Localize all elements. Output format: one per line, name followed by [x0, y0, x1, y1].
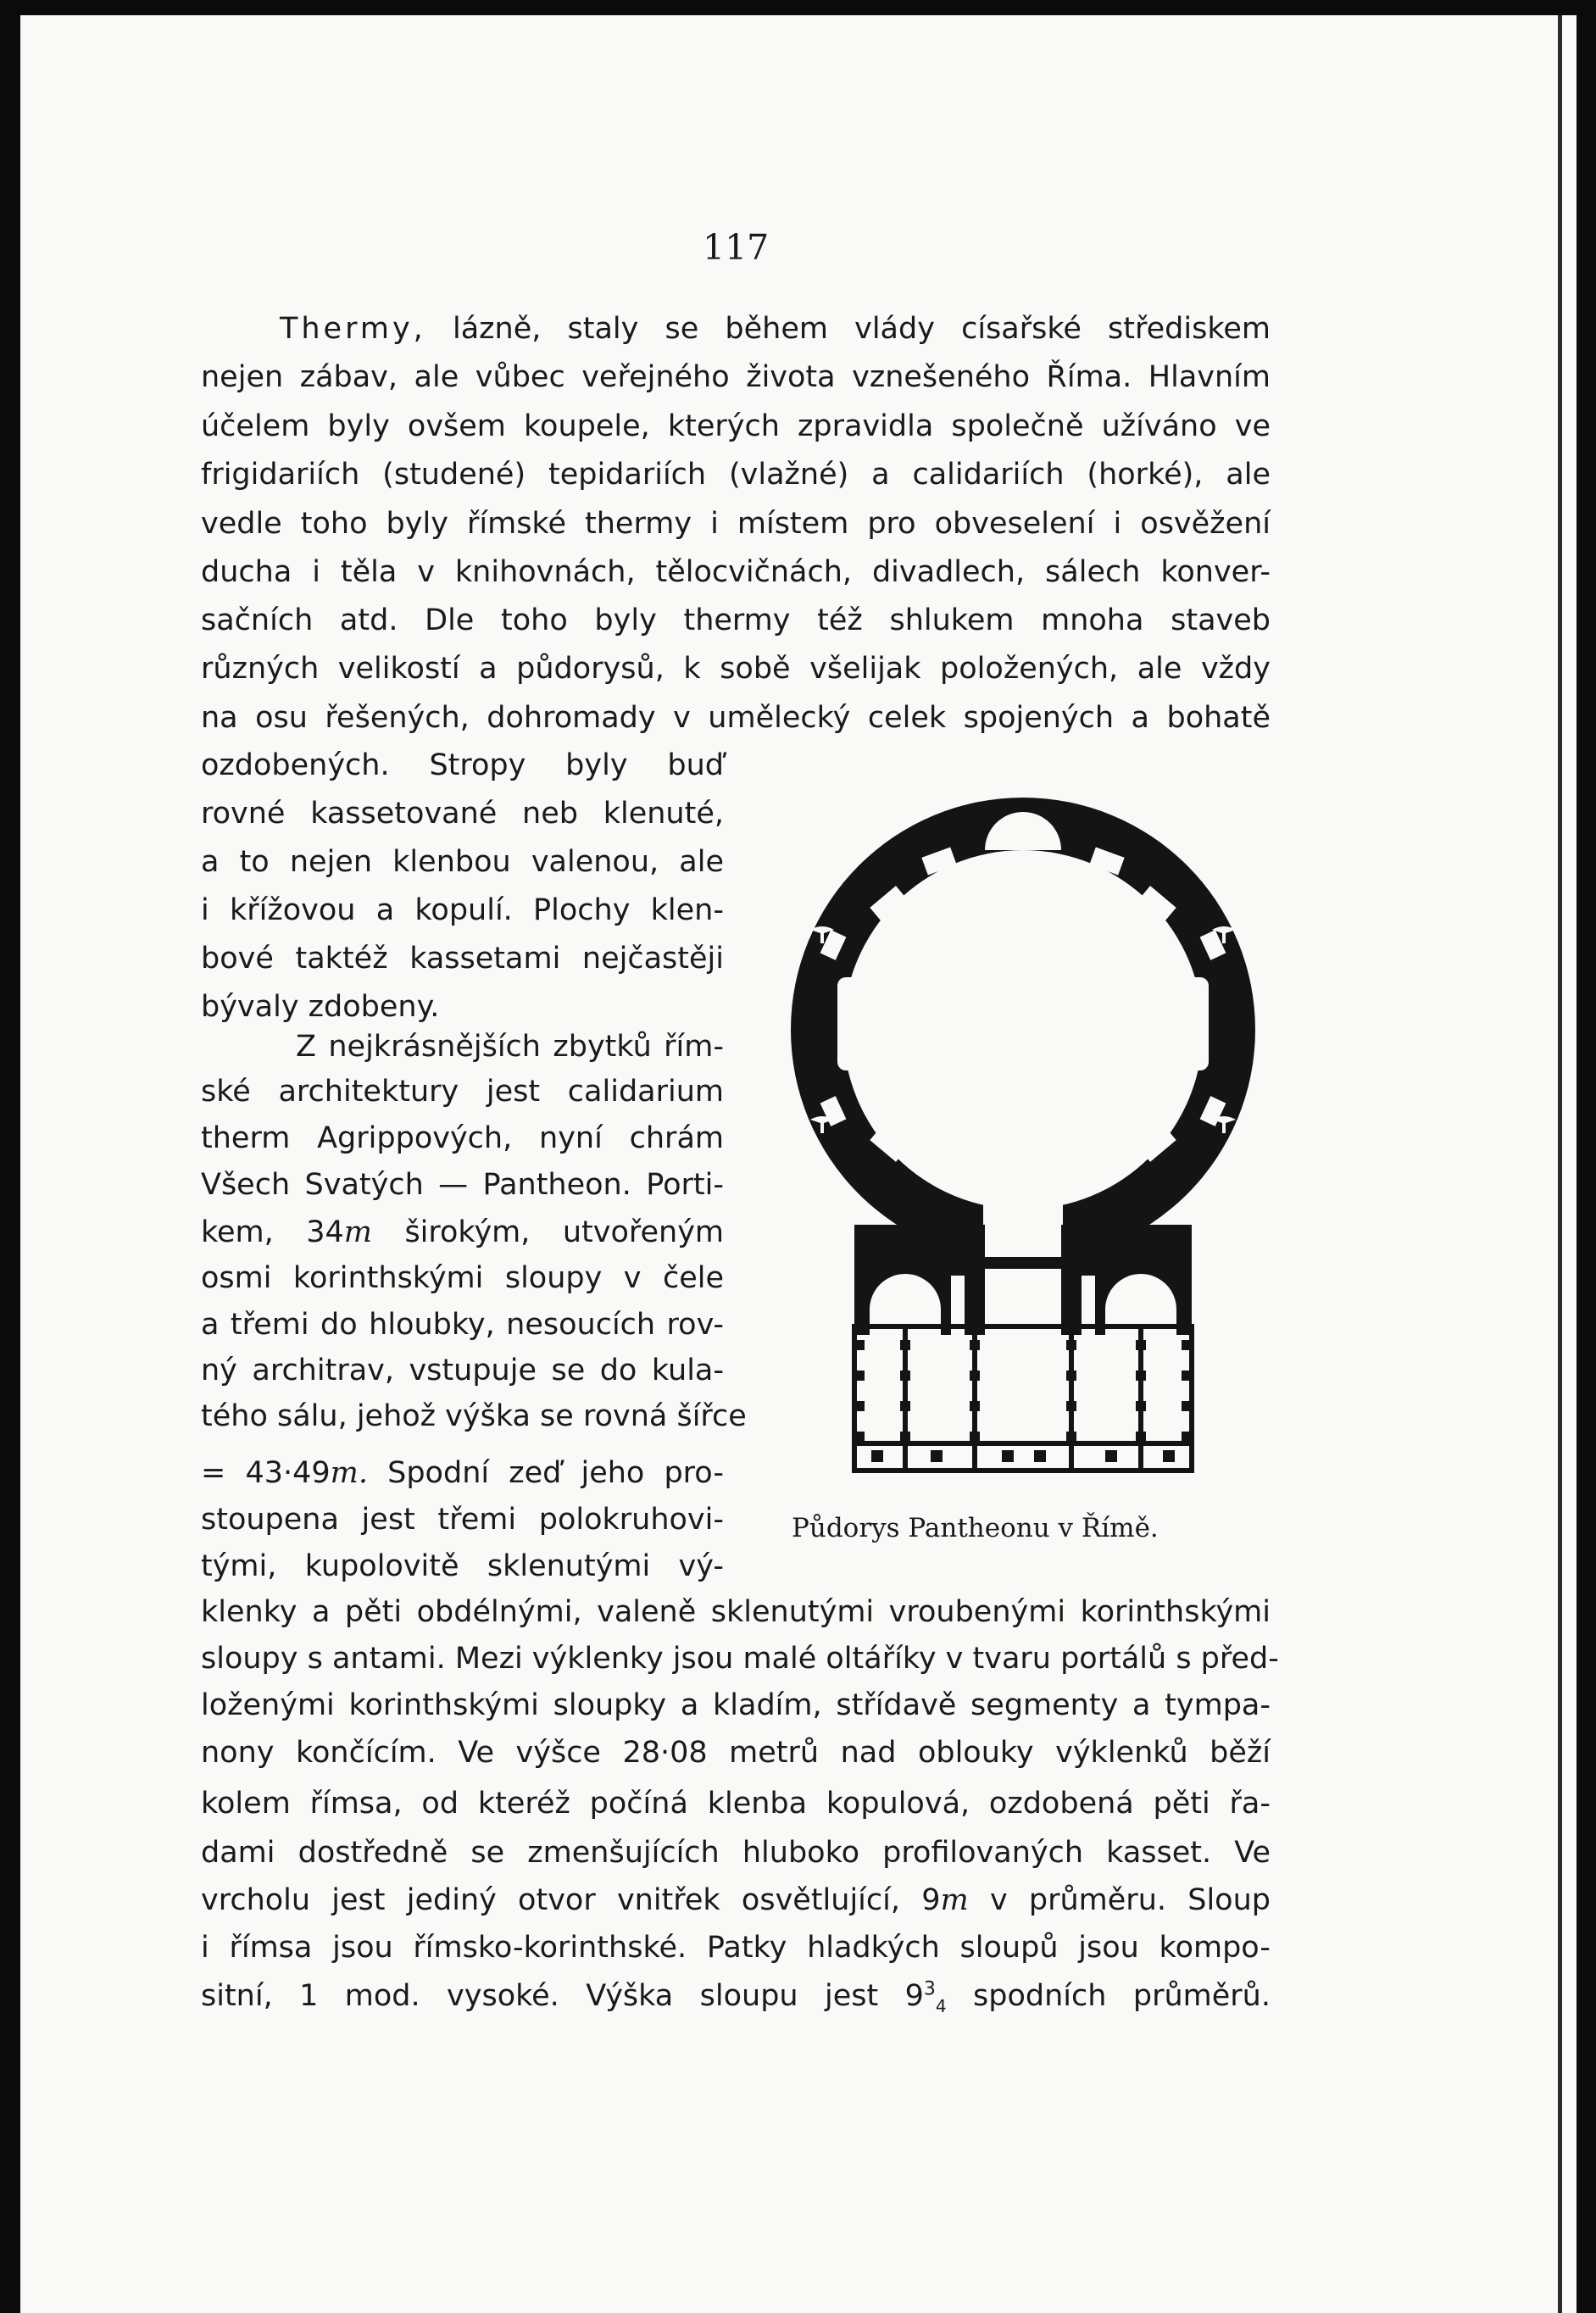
text-span: sitní, 1 mod. vysoké. Výška sloupu jest 9: [201, 1979, 924, 2013]
text-line: bývaly zdobeny.: [201, 990, 440, 1024]
text-line: ducha i těla v knihovnách, tělocvičnách, divadlech, sálech konver-: [201, 555, 1271, 589]
fraction-numerator: 3: [923, 1978, 936, 2000]
text-line: sloupy s antami. Mezi výklenky jsou malé oltáříky v tvaru portálů s před-: [201, 1642, 1279, 1676]
scan-frame-left: [0, 0, 20, 2313]
text-line: stoupena jest třemi polokruhovi-: [201, 1503, 724, 1537]
text-line: klenky a pěti obdélnými, valeně sklenutými vroubenými korinthskými: [201, 1595, 1271, 1629]
page-number: 117: [703, 227, 770, 268]
text-line: nejen zábav, ale vůbec veřejného života vznešeného Říma. Hlavním: [201, 360, 1271, 394]
text-line: tými, kupolovitě sklenutými vý-: [201, 1549, 724, 1583]
text-line: loženými korinthskými sloupky a kladím, střídavě segmenty a tympa-: [201, 1688, 1271, 1722]
scan-frame-edge: [1558, 15, 1562, 2313]
text-line: na osu řešených, dohromady v umělecký celek spojených a bohatě: [201, 701, 1271, 735]
text-line: sačních atd. Dle toho byly thermy též shlukem mnoha staveb: [201, 603, 1271, 637]
text-span: v průměru. Sloup: [989, 1883, 1271, 1917]
text-line: a třemi do hloubky, nesoucích rov-: [201, 1308, 724, 1342]
text-line: bové taktéž kassetami nejčastěji: [201, 942, 724, 976]
text-span: Spodní zeď jeho pro-: [387, 1456, 724, 1490]
text-line: [201, 1879, 1271, 1921]
text-line: různých velikostí a půdorysů, k sobě všelijak položených, ale vždy: [201, 652, 1271, 686]
text-span: spodních průměrů.: [973, 1979, 1271, 2013]
text-line: [201, 1211, 724, 1254]
text-line: i římsa jsou římsko-korinthské. Patky hladkých sloupů jsou kompo-: [201, 1931, 1271, 1965]
measure-unit: m.: [330, 1456, 368, 1490]
text-line: rovné kassetované neb klenuté,: [201, 797, 724, 831]
measure-value: = 43·49: [201, 1456, 331, 1490]
text-line: [201, 1975, 1271, 2017]
text-line: dami dostředně se zmenšujících hluboko profilovaných kasset. Ve: [201, 1836, 1271, 1870]
text-line: a to nejen klenbou valenou, ale: [201, 845, 724, 879]
text-line: frigidariích (studené) tepidariích (vlažné) a calidariích (horké), ale: [201, 458, 1271, 492]
measure-unit: m: [343, 1215, 372, 1249]
text-line: therm Agrippových, nyní chrám: [201, 1121, 724, 1155]
scan-frame-top: [0, 0, 1596, 15]
text-line: [201, 1452, 724, 1494]
scan-frame-right: [1577, 0, 1596, 2313]
text-line: ný architrav, vstupuje se do kula-: [201, 1354, 724, 1387]
measure-value: 34: [306, 1215, 344, 1249]
text-line: osmi korinthskými sloupy v čele: [201, 1261, 724, 1295]
text-line: účelem byly ovšem koupele, kterých zpravidla společně užíváno ve: [201, 409, 1271, 443]
measure-value: 9: [921, 1883, 941, 1917]
text-line: Z nejkrásnějších zbytků řím-: [296, 1030, 724, 1064]
text-line: ozdobených. Stropy byly buď: [201, 748, 724, 782]
text-span: kem,: [201, 1215, 274, 1249]
text-line: [280, 308, 1271, 350]
figure-caption: Půdorys Pantheonu v Římě.: [792, 1513, 1159, 1543]
entrance-passage: [983, 1191, 1063, 1267]
text-line: kolem římsa, od kteréž počíná klenba kopulová, ozdobená pěti řa-: [201, 1787, 1271, 1821]
lead-word: Thermy,: [280, 312, 426, 346]
pantheon-floor-plan-icon: [729, 767, 1271, 1479]
text-span: lázně, staly se během vlády císařské střediskem: [452, 312, 1271, 346]
fraction-denominator: 4: [935, 1996, 947, 2016]
measure-unit: m: [940, 1883, 969, 1917]
text-span: vrcholu jest jediný otvor vnitřek osvětlující,: [201, 1883, 900, 1917]
text-line: Všech Svatých — Pantheon. Porti-: [201, 1168, 724, 1202]
text-line: nony končícím. Ve výšce 28·08 metrů nad oblouky výklenků běží: [201, 1736, 1271, 1770]
text-line: tého sálu, jehož výška se rovná šířce: [201, 1399, 747, 1433]
text-line: vedle toho byly římské thermy i místem pro obveselení i osvěžení: [201, 507, 1271, 541]
text-span: širokým, utvořeným: [404, 1215, 724, 1249]
text-line: ské architektury jest calidarium: [201, 1075, 724, 1109]
text-line: i křížovou a kopulí. Plochy klen-: [201, 893, 724, 927]
